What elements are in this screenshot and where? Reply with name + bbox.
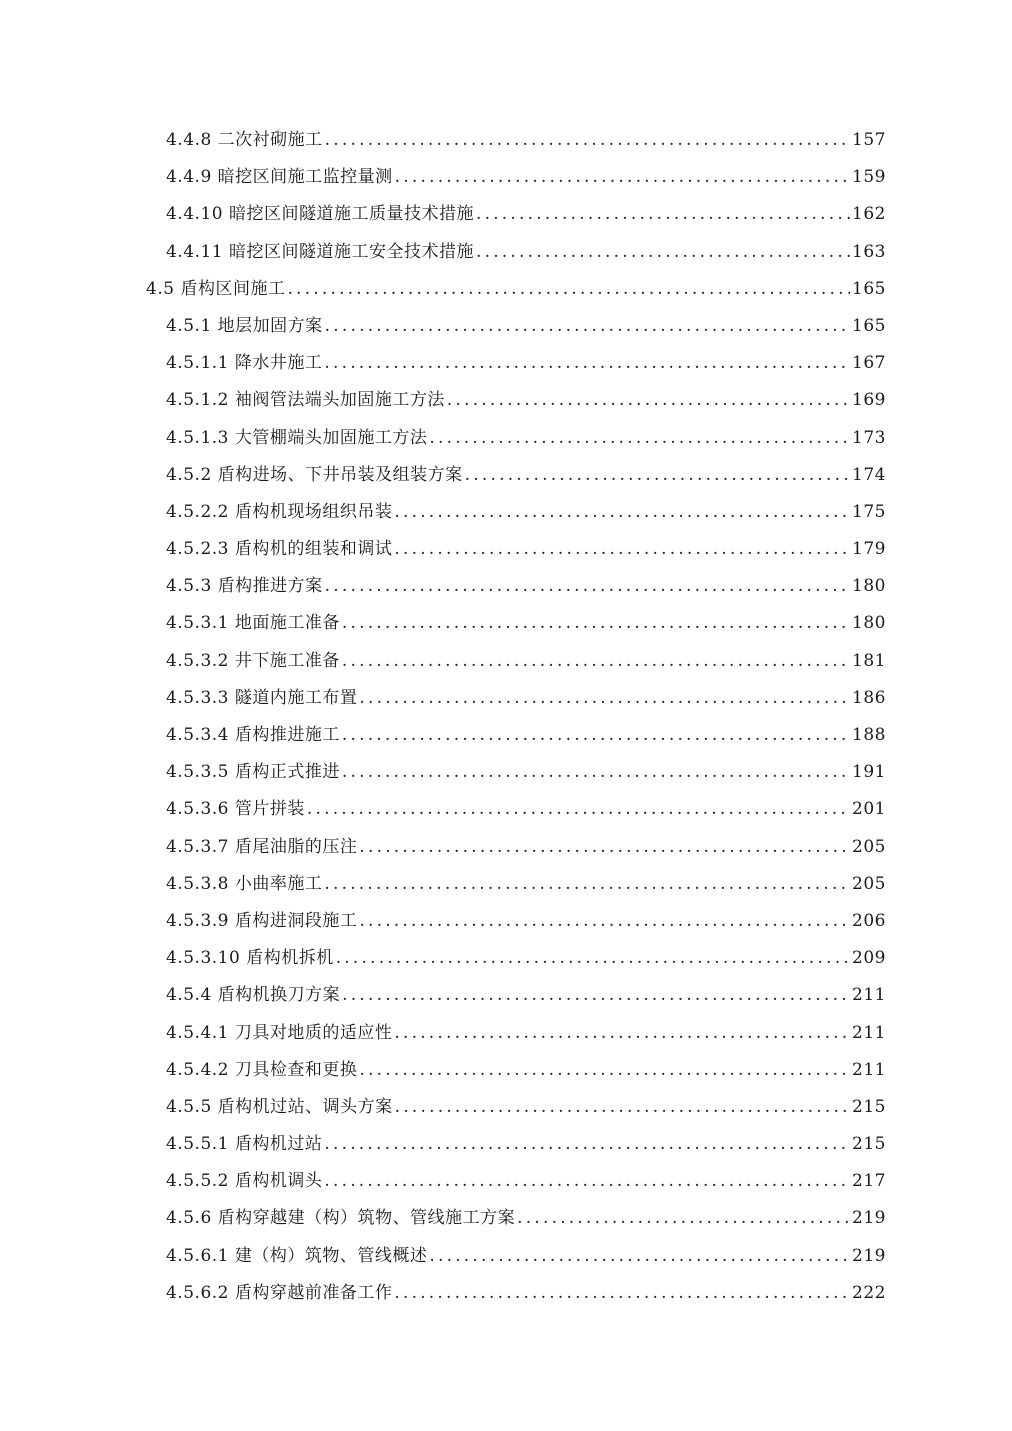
toc-entry-page-number: 162 [852,204,886,225]
toc-entry-page-number: 157 [852,130,886,150]
toc-dot-leader [324,1163,850,1200]
toc-entry-label: 4.5.4.2 刀具检查和更换 [166,1059,358,1080]
toc-entry-page-number: 181 [852,650,886,671]
toc-entry-page-number: 180 [852,576,886,597]
toc-entry-label: 4.5.3.6 管片拼装 [166,799,305,820]
toc-entry-page-number: 188 [852,725,886,745]
toc-entry[interactable] [0,754,1012,791]
toc-entry-line [166,1238,886,1275]
toc-entry-page-number: 222 [852,1282,886,1303]
toc-entry[interactable] [0,271,1012,308]
toc-dot-leader [394,1275,850,1312]
toc-entry[interactable] [0,382,1012,419]
toc-entry-page-number: 211 [852,1059,886,1080]
toc-dot-leader [359,829,850,866]
toc-entry-page-number: 174 [852,464,886,485]
toc-dot-leader [476,196,850,233]
toc-entry-page-number: 191 [852,762,886,783]
toc-dot-leader [325,308,850,345]
toc-entry[interactable] [0,457,1012,494]
toc-dot-leader [324,345,850,382]
toc-entry-page-number: 167 [852,353,886,374]
toc-entry-page-number: 206 [852,910,886,931]
toc-entry-label: 4.5.1.3 大管棚端头加固施工方法 [166,427,428,448]
toc-entry-page-number: 179 [852,539,886,560]
toc-entry-label: 4.5.2 盾构进场、下井吊装及组装方案 [166,464,463,485]
toc-entry-line [166,940,886,977]
toc-entry-line [166,680,886,717]
toc-entry-line [166,605,886,642]
toc-entry-page-number: 163 [852,241,886,262]
toc-entry[interactable] [0,494,1012,531]
toc-entry-label: 4.5.6 盾构穿越建（构）筑物、管线施工方案 [166,1208,516,1229]
toc-entry-page-number: 219 [852,1245,886,1266]
toc-dot-leader [287,271,850,308]
toc-dot-leader [342,643,850,680]
toc-entry-label: 4.4.11 暗挖区间隧道施工安全技术措施 [166,241,474,262]
toc-dot-leader [465,457,850,494]
toc-entry[interactable] [0,568,1012,605]
toc-entry[interactable] [0,345,1012,382]
toc-entry-line [146,271,886,308]
toc-dot-leader [342,717,850,754]
toc-dot-leader [429,420,850,457]
toc-entry-label: 4.5.3.1 地面施工准备 [166,613,340,634]
toc-dot-leader [325,122,850,159]
toc-entry-line [166,568,886,605]
toc-entry[interactable] [0,159,1012,196]
toc-dot-leader [394,494,850,531]
toc-entry-line [166,382,886,419]
toc-entry[interactable] [0,1275,1012,1312]
toc-entry-page-number: 165 [852,278,886,299]
toc-entry-label: 4.5.3.4 盾构推进施工 [166,725,340,745]
toc-entry-page-number: 209 [852,948,886,969]
toc-entry-line [166,829,886,866]
toc-entry-label: 4.4.9 暗挖区间施工监控量测 [166,167,393,188]
toc-dot-leader [395,1089,850,1126]
toc-entry-label: 4.5.6.2 盾构穿越前准备工作 [166,1282,393,1303]
toc-entry-line [166,903,886,940]
toc-entry-line [166,1126,886,1163]
toc-entry[interactable] [0,531,1012,568]
toc-dot-leader [447,382,850,419]
toc-dot-leader [394,531,850,568]
toc-entry-label: 4.5.4 盾构机换刀方案 [166,985,341,1006]
toc-dot-leader [395,159,850,196]
toc-entry-line [166,977,886,1014]
toc-entry[interactable] [0,1126,1012,1163]
toc-entry-page-number: 211 [852,1022,886,1043]
toc-dot-leader [359,903,850,940]
toc-entry-line [166,531,886,568]
toc-entry-label: 4.4.10 暗挖区间隧道施工质量技术措施 [166,204,474,225]
toc-entry-page-number: 211 [852,985,886,1006]
toc-entry[interactable] [0,122,1012,159]
toc-entry-page-number: 175 [852,501,886,522]
toc-entry-page-number: 215 [852,1096,886,1117]
toc-dot-leader [336,940,850,977]
toc-entry[interactable] [0,1089,1012,1126]
toc-dot-leader [325,568,850,605]
toc-entry-label: 4.5.3.10 盾构机拆机 [166,948,334,969]
toc-entry[interactable] [0,977,1012,1014]
toc-dot-leader [429,1238,850,1275]
toc-entry-label: 4.5.3.8 小曲率施工 [166,873,323,894]
toc-entry-label: 4.5.3.2 井下施工准备 [166,650,340,671]
toc-entry-label: 4.5.5.1 盾构机过站 [166,1134,323,1155]
toc-entry-line [166,457,886,494]
toc-dot-leader [342,754,850,791]
toc-entry[interactable] [0,234,1012,271]
toc-entry-line [166,1275,886,1312]
toc-entry-label: 4.5.2.3 盾构机的组装和调试 [166,539,393,560]
toc-entry-label: 4.5.1.1 降水井施工 [166,353,323,374]
toc-entry-line [166,1163,886,1200]
toc-dot-leader [394,1015,850,1052]
toc-entry-page-number: 169 [852,390,886,411]
toc-entry-page-number: 215 [852,1134,886,1155]
toc-entry-page-number: 217 [852,1171,886,1192]
toc-entry-label: 4.4.8 二次衬砌施工 [166,130,323,150]
toc-entry[interactable] [0,196,1012,233]
table-of-contents [0,122,1012,1312]
toc-entry-line [166,791,886,828]
toc-entry-label: 4.5.1 地层加固方案 [166,315,323,336]
toc-entry-label: 4.5.3.7 盾尾油脂的压注 [166,836,358,857]
toc-entry-line [166,196,886,233]
toc-entry-line [166,308,886,345]
toc-entry-line [166,717,886,754]
toc-entry-line [166,122,886,159]
toc-dot-leader [324,866,850,903]
toc-entry-page-number: 165 [852,315,886,336]
toc-entry-label: 4.5.5 盾构机过站、调头方案 [166,1096,393,1117]
toc-entry[interactable] [0,829,1012,866]
toc-entry-page-number: 173 [852,427,886,448]
toc-entry-label: 4.5.3.5 盾构正式推进 [166,762,340,783]
toc-entry[interactable] [0,308,1012,345]
toc-entry-line [166,866,886,903]
toc-entry-label: 4.5.3.9 盾构进洞段施工 [166,910,358,931]
toc-dot-leader [342,605,850,642]
toc-entry[interactable] [0,903,1012,940]
toc-entry[interactable] [0,791,1012,828]
toc-dot-leader [359,1052,850,1089]
toc-entry-label: 4.5.3 盾构推进方案 [166,576,323,597]
toc-dot-leader [517,1200,850,1237]
toc-entry-line [166,345,886,382]
toc-entry-page-number: 219 [852,1208,886,1229]
toc-entry-line [166,1015,886,1052]
toc-entry[interactable] [0,866,1012,903]
toc-entry-page-number: 205 [852,836,886,857]
toc-entry[interactable] [0,940,1012,977]
toc-entry[interactable] [0,1015,1012,1052]
toc-dot-leader [359,680,850,717]
toc-entry-label: 4.5.6.1 建（构）筑物、管线概述 [166,1245,428,1266]
toc-entry-line [166,1052,886,1089]
toc-entry[interactable] [0,420,1012,457]
toc-entry[interactable] [0,643,1012,680]
toc-entry-page-number: 201 [852,799,886,820]
toc-entry-line [166,754,886,791]
toc-dot-leader [307,791,850,828]
toc-entry-line [166,234,886,271]
toc-entry-line [166,494,886,531]
toc-entry-label: 4.5.3.3 隧道内施工布置 [166,687,358,708]
toc-entry-line [166,159,886,196]
toc-entry-line [166,1089,886,1126]
toc-entry[interactable] [0,1238,1012,1275]
toc-entry-label: 4.5.5.2 盾构机调头 [166,1171,323,1192]
toc-dot-leader [476,234,850,271]
toc-entry-page-number: 205 [852,873,886,894]
toc-entry-page-number: 186 [852,687,886,708]
toc-entry[interactable] [0,717,1012,754]
toc-entry-line [166,420,886,457]
toc-dot-leader [324,1126,850,1163]
toc-entry-page-number: 159 [852,167,886,188]
toc-entry[interactable] [0,605,1012,642]
toc-entry[interactable] [0,680,1012,717]
toc-entry-label: 4.5 盾构区间施工 [146,278,286,299]
toc-entry-page-number: 180 [852,613,886,634]
toc-entry-label: 4.5.2.2 盾构机现场组织吊装 [166,501,393,522]
toc-entry[interactable] [0,1200,1012,1237]
toc-dot-leader [342,977,850,1014]
toc-entry-label: 4.5.4.1 刀具对地质的适应性 [166,1022,393,1043]
toc-entry-line [166,1200,886,1237]
toc-entry[interactable] [0,1052,1012,1089]
toc-entry[interactable] [0,1163,1012,1200]
toc-entry-label: 4.5.1.2 袖阀管法端头加固施工方法 [166,390,445,411]
toc-entry-line [166,643,886,680]
